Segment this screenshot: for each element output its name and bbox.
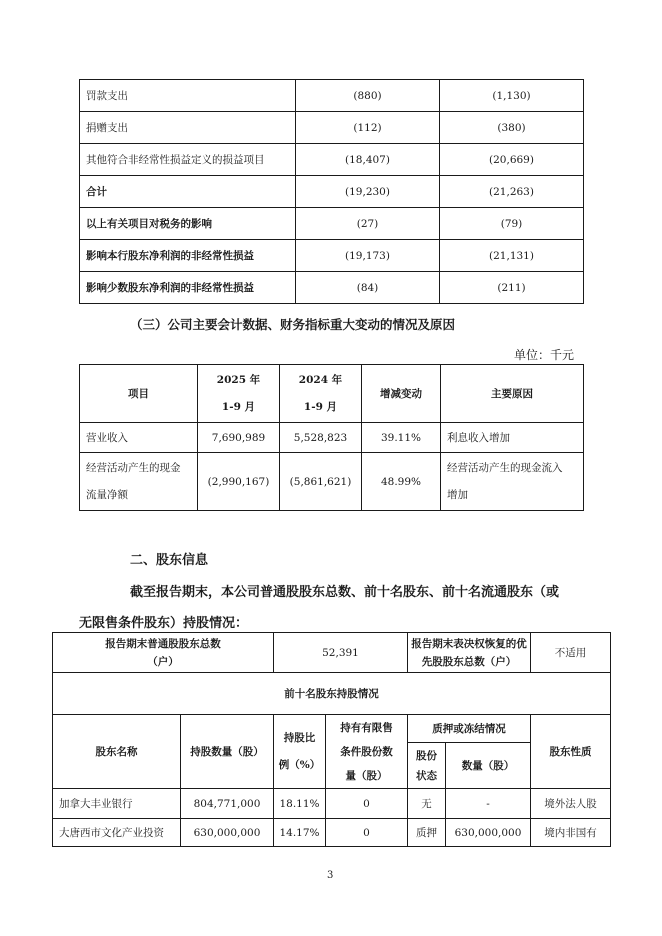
holder-restricted: 0 xyxy=(326,789,408,819)
table-row xyxy=(53,633,611,673)
row-change: 39.11% xyxy=(362,423,441,453)
pref-holders-label xyxy=(408,633,531,673)
holder-status: 质押 xyxy=(408,819,446,847)
holder-nature: 境外法人股 xyxy=(531,789,611,819)
section-heading: （三）公司主要会计数据、财务指标重大变动的情况及原因 xyxy=(130,317,456,332)
total-holders-label xyxy=(53,633,274,673)
header-item: 项目 xyxy=(80,365,198,423)
row-label: 其他符合非经常性损益定义的损益项目 xyxy=(80,144,296,176)
row-value-current: (19,230) xyxy=(296,176,440,208)
row-value-2024: (5,861,621) xyxy=(280,453,362,511)
row-value-current: (880) xyxy=(296,80,440,112)
header-status xyxy=(408,743,446,789)
table-row xyxy=(80,240,584,272)
table-header-row xyxy=(53,715,611,743)
header-name: 股东名称 xyxy=(53,715,181,789)
header-status-line2: 状态 xyxy=(416,769,437,782)
header-qty: 持股数量（股） xyxy=(181,715,274,789)
table-row xyxy=(80,272,584,304)
holder-pledge-qty: 630,000,000 xyxy=(446,819,531,847)
header-2024 xyxy=(280,365,362,423)
header-status-line1: 股份 xyxy=(416,749,437,762)
paragraph-line: 无限售条件股东）持股情况： xyxy=(79,616,249,631)
header-restricted-line1: 持有有限售 xyxy=(340,721,393,734)
header-restricted-line2: 条件股份数 xyxy=(340,745,393,758)
row-reason xyxy=(441,453,584,511)
row-value-current: (19,173) xyxy=(296,240,440,272)
top10-title: 前十名股东持股情况 xyxy=(53,673,611,715)
row-label: 影响本行股东净利润的非经常性损益 xyxy=(80,240,296,272)
row-value-prior: (20,669) xyxy=(440,144,584,176)
header-nature: 股东性质 xyxy=(531,715,611,789)
header-change: 增减变动 xyxy=(362,365,441,423)
table-row xyxy=(80,144,584,176)
holder-ratio: 18.11% xyxy=(274,789,326,819)
total-holders-value: 52,391 xyxy=(274,633,408,673)
row-value-prior: (79) xyxy=(440,208,584,240)
row-reason-line1: 经营活动产生的现金流入 xyxy=(447,461,563,474)
row-value-prior: (211) xyxy=(440,272,584,304)
row-label: 以上有关项目对税务的影响 xyxy=(80,208,296,240)
row-label: 罚款支出 xyxy=(80,80,296,112)
table-header-row xyxy=(80,365,584,423)
header-pledge-qty: 数量（股） xyxy=(446,743,531,789)
table-row xyxy=(80,112,584,144)
header-ratio-line2: 例（%） xyxy=(278,758,321,771)
paragraph-line: 截至报告期末，本公司普通股股东总数、前十名股东、前十名流通股东（或 xyxy=(130,585,560,600)
row-value-current: (84) xyxy=(296,272,440,304)
holder-qty: 804,771,000 xyxy=(181,789,274,819)
row-value-prior: (1,130) xyxy=(440,80,584,112)
total-holders-label-line1: 报告期末普通股股东总数 xyxy=(105,637,221,650)
header-2024-year: 2024 年 xyxy=(298,373,343,386)
table-row xyxy=(80,80,584,112)
holder-restricted: 0 xyxy=(326,819,408,847)
header-restricted-line3: 量（股） xyxy=(345,769,388,782)
holder-ratio: 14.17% xyxy=(274,819,326,847)
header-ratio-line1: 持股比 xyxy=(283,731,316,744)
row-reason: 利息收入增加 xyxy=(441,423,584,453)
header-restricted xyxy=(326,715,408,789)
row-value-prior: (380) xyxy=(440,112,584,144)
holder-nature: 境内非国有 xyxy=(531,819,611,847)
pref-holders-label-line2: 先股股东总数（户） xyxy=(421,655,517,668)
row-value-2025: (2,990,167) xyxy=(198,453,280,511)
table-row xyxy=(80,453,584,511)
table-row xyxy=(80,176,584,208)
total-holders-label-line2: （户） xyxy=(147,655,179,668)
holder-name: 加拿大丰业银行 xyxy=(53,789,181,819)
row-change: 48.99% xyxy=(362,453,441,511)
header-pledge: 质押或冻结情况 xyxy=(408,715,531,743)
non-recurring-items-table xyxy=(79,79,584,304)
row-label: 合计 xyxy=(80,176,296,208)
holder-name: 大唐西市文化产业投资 xyxy=(53,819,181,847)
table-row xyxy=(53,673,611,715)
header-2025 xyxy=(198,365,280,423)
row-item-line2: 流量净额 xyxy=(86,488,128,501)
header-2024-period: 1-9 月 xyxy=(303,400,338,413)
section-heading: 二、股东信息 xyxy=(130,553,209,568)
row-label: 影响少数股东净利润的非经常性损益 xyxy=(80,272,296,304)
row-value-2025: 7,690,989 xyxy=(198,423,280,453)
header-ratio xyxy=(274,715,326,789)
header-2025-year: 2025 年 xyxy=(216,373,261,386)
pref-holders-label-line1: 报告期末表决权恢复的优 xyxy=(411,637,527,650)
row-value-prior: (21,131) xyxy=(440,240,584,272)
unit-label: 单位：千元 xyxy=(514,348,575,362)
row-value-2024: 5,528,823 xyxy=(280,423,362,453)
holder-qty: 630,000,000 xyxy=(181,819,274,847)
row-value-prior: (21,263) xyxy=(440,176,584,208)
header-reason: 主要原因 xyxy=(441,365,584,423)
row-item xyxy=(80,453,198,511)
shareholders-table xyxy=(52,632,611,847)
holder-pledge-qty: - xyxy=(446,789,531,819)
table-row xyxy=(80,423,584,453)
header-2025-period: 1-9 月 xyxy=(221,400,256,413)
row-value-current: (112) xyxy=(296,112,440,144)
row-item: 营业收入 xyxy=(80,423,198,453)
row-value-current: (27) xyxy=(296,208,440,240)
pref-holders-value: 不适用 xyxy=(531,633,611,673)
key-changes-table xyxy=(79,364,584,511)
table-row xyxy=(53,789,611,819)
row-item-line1: 经营活动产生的现金 xyxy=(86,461,181,474)
row-reason-line2: 增加 xyxy=(447,488,468,501)
table-row xyxy=(80,208,584,240)
holder-status: 无 xyxy=(408,789,446,819)
table-row xyxy=(53,819,611,847)
row-label: 捐赠支出 xyxy=(80,112,296,144)
page-number: 3 xyxy=(327,870,334,881)
row-value-current: (18,407) xyxy=(296,144,440,176)
